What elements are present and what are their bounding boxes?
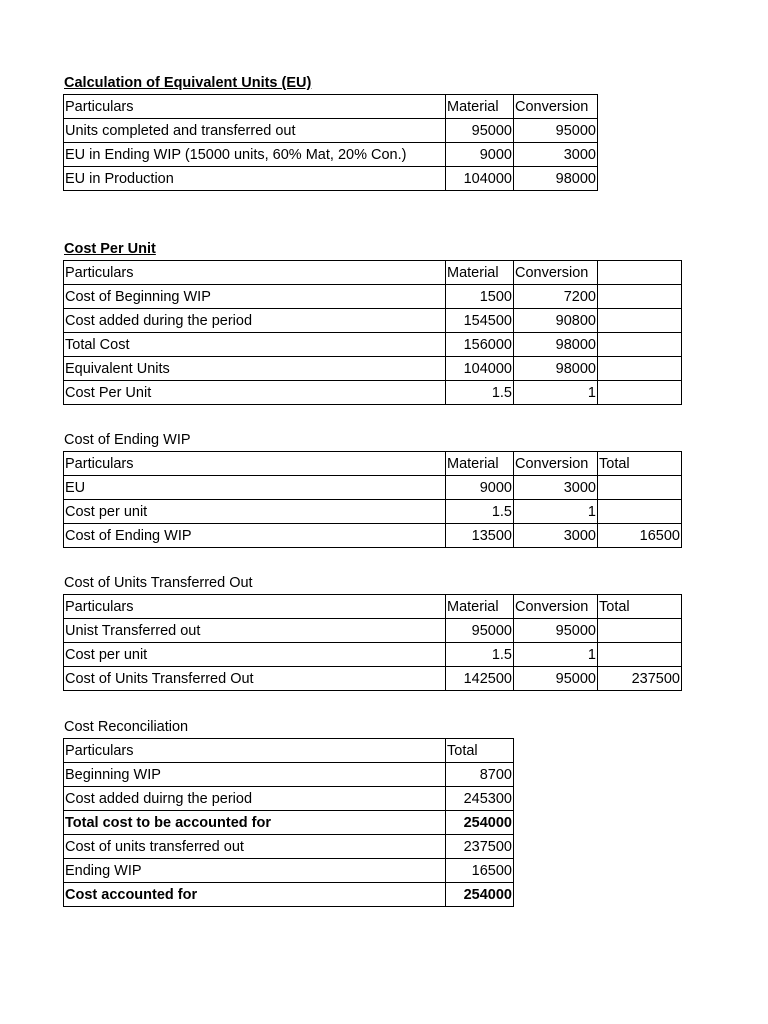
header-material: Material <box>446 261 514 285</box>
cost-per-unit-section <box>63 238 682 405</box>
row-label: Cost added during the period <box>64 309 446 333</box>
table-row <box>64 835 514 859</box>
row-label: Ending WIP <box>64 859 446 883</box>
row-label: Cost per unit <box>64 500 446 524</box>
header-conversion: Conversion <box>514 595 598 619</box>
row-label: Cost of Units Transferred Out <box>64 667 446 691</box>
row-label: Cost accounted for <box>64 883 446 907</box>
material-value: 95000 <box>446 119 514 143</box>
row-label: EU in Production <box>64 167 446 191</box>
total-value: 245300 <box>446 787 514 811</box>
header-particulars: Particulars <box>64 452 446 476</box>
table-row <box>64 859 514 883</box>
table-row <box>64 309 682 333</box>
row-label: Cost per unit <box>64 643 446 667</box>
blank-cell <box>598 285 682 309</box>
conversion-value: 3000 <box>514 476 598 500</box>
table-row <box>64 787 514 811</box>
material-value: 104000 <box>446 357 514 381</box>
table-row <box>64 811 514 835</box>
row-label: Cost Per Unit <box>64 381 446 405</box>
equivalent-units-table <box>63 94 598 191</box>
row-label: Equivalent Units <box>64 357 446 381</box>
table-header-row <box>64 595 682 619</box>
total-value <box>598 619 682 643</box>
table-row <box>64 143 598 167</box>
conversion-value: 3000 <box>514 524 598 548</box>
equivalent-units-section <box>63 72 598 191</box>
total-value: 254000 <box>446 811 514 835</box>
row-label: EU in Ending WIP (15000 units, 60% Mat, 20% Con.) <box>64 143 446 167</box>
material-value: 13500 <box>446 524 514 548</box>
total-value <box>598 500 682 524</box>
header-conversion: Conversion <box>514 452 598 476</box>
conversion-value: 7200 <box>514 285 598 309</box>
header-material: Material <box>446 595 514 619</box>
conversion-value: 95000 <box>514 667 598 691</box>
header-material: Material <box>446 452 514 476</box>
cost-reconciliation-title: Cost Reconciliation <box>64 719 189 735</box>
table-row <box>64 357 682 381</box>
row-label: Cost of Ending WIP <box>64 524 446 548</box>
table-header-row <box>64 95 598 119</box>
header-particulars: Particulars <box>64 261 446 285</box>
row-label: Cost of Beginning WIP <box>64 285 446 309</box>
material-value: 9000 <box>446 476 514 500</box>
header-total: Total <box>598 452 682 476</box>
table-row <box>64 476 682 500</box>
total-value: 16500 <box>446 859 514 883</box>
blank-cell <box>598 309 682 333</box>
conversion-value: 1 <box>514 500 598 524</box>
table-row <box>64 500 682 524</box>
material-value: 142500 <box>446 667 514 691</box>
row-label: Total cost to be accounted for <box>64 811 446 835</box>
header-total: Total <box>446 739 514 763</box>
material-value: 1.5 <box>446 381 514 405</box>
material-value: 104000 <box>446 167 514 191</box>
material-value: 1.5 <box>446 643 514 667</box>
header-conversion: Conversion <box>514 261 598 285</box>
table-row <box>64 119 598 143</box>
ending-wip-section <box>63 429 682 548</box>
ending-wip-title: Cost of Ending WIP <box>64 432 191 448</box>
table-row <box>64 883 514 907</box>
total-value: 16500 <box>598 524 682 548</box>
equivalent-units-title: Calculation of Equivalent Units (EU) <box>64 75 312 91</box>
total-value: 237500 <box>598 667 682 691</box>
conversion-value: 98000 <box>514 167 598 191</box>
total-value: 254000 <box>446 883 514 907</box>
header-particulars: Particulars <box>64 595 446 619</box>
header-total: Total <box>598 595 682 619</box>
material-value: 95000 <box>446 619 514 643</box>
material-value: 154500 <box>446 309 514 333</box>
cost-per-unit-table <box>63 260 682 405</box>
row-label: Total Cost <box>64 333 446 357</box>
cost-reconciliation-table <box>63 738 514 907</box>
total-value <box>598 476 682 500</box>
table-row <box>64 619 682 643</box>
ending-wip-table <box>63 451 682 548</box>
row-label: Units completed and transferred out <box>64 119 446 143</box>
material-value: 9000 <box>446 143 514 167</box>
conversion-value: 98000 <box>514 333 598 357</box>
header-material: Material <box>446 95 514 119</box>
row-label: Cost added duirng the period <box>64 787 446 811</box>
table-row <box>64 333 682 357</box>
table-row <box>64 381 682 405</box>
table-row <box>64 643 682 667</box>
blank-cell <box>598 333 682 357</box>
total-value <box>598 643 682 667</box>
total-value: 8700 <box>446 763 514 787</box>
row-label: Unist Transferred out <box>64 619 446 643</box>
blank-cell <box>598 357 682 381</box>
table-row <box>64 763 514 787</box>
material-value: 156000 <box>446 333 514 357</box>
conversion-value: 3000 <box>514 143 598 167</box>
header-conversion: Conversion <box>514 95 598 119</box>
header-particulars: Particulars <box>64 95 446 119</box>
table-header-row <box>64 739 514 763</box>
blank-cell <box>598 381 682 405</box>
units-transferred-title: Cost of Units Transferred Out <box>64 575 253 591</box>
table-header-row <box>64 452 682 476</box>
cost-per-unit-title: Cost Per Unit <box>64 241 156 257</box>
table-row <box>64 167 598 191</box>
row-label: Cost of units transferred out <box>64 835 446 859</box>
table-row <box>64 524 682 548</box>
header-blank <box>598 261 682 285</box>
total-value: 237500 <box>446 835 514 859</box>
conversion-value: 95000 <box>514 619 598 643</box>
conversion-value: 90800 <box>514 309 598 333</box>
conversion-value: 95000 <box>514 119 598 143</box>
cost-reconciliation-section <box>63 716 514 907</box>
header-particulars: Particulars <box>64 739 446 763</box>
row-label: Beginning WIP <box>64 763 446 787</box>
material-value: 1500 <box>446 285 514 309</box>
table-header-row <box>64 261 682 285</box>
table-row <box>64 285 682 309</box>
conversion-value: 1 <box>514 643 598 667</box>
units-transferred-section <box>63 572 682 691</box>
conversion-value: 1 <box>514 381 598 405</box>
conversion-value: 98000 <box>514 357 598 381</box>
table-row <box>64 667 682 691</box>
material-value: 1.5 <box>446 500 514 524</box>
units-transferred-table <box>63 594 682 691</box>
row-label: EU <box>64 476 446 500</box>
